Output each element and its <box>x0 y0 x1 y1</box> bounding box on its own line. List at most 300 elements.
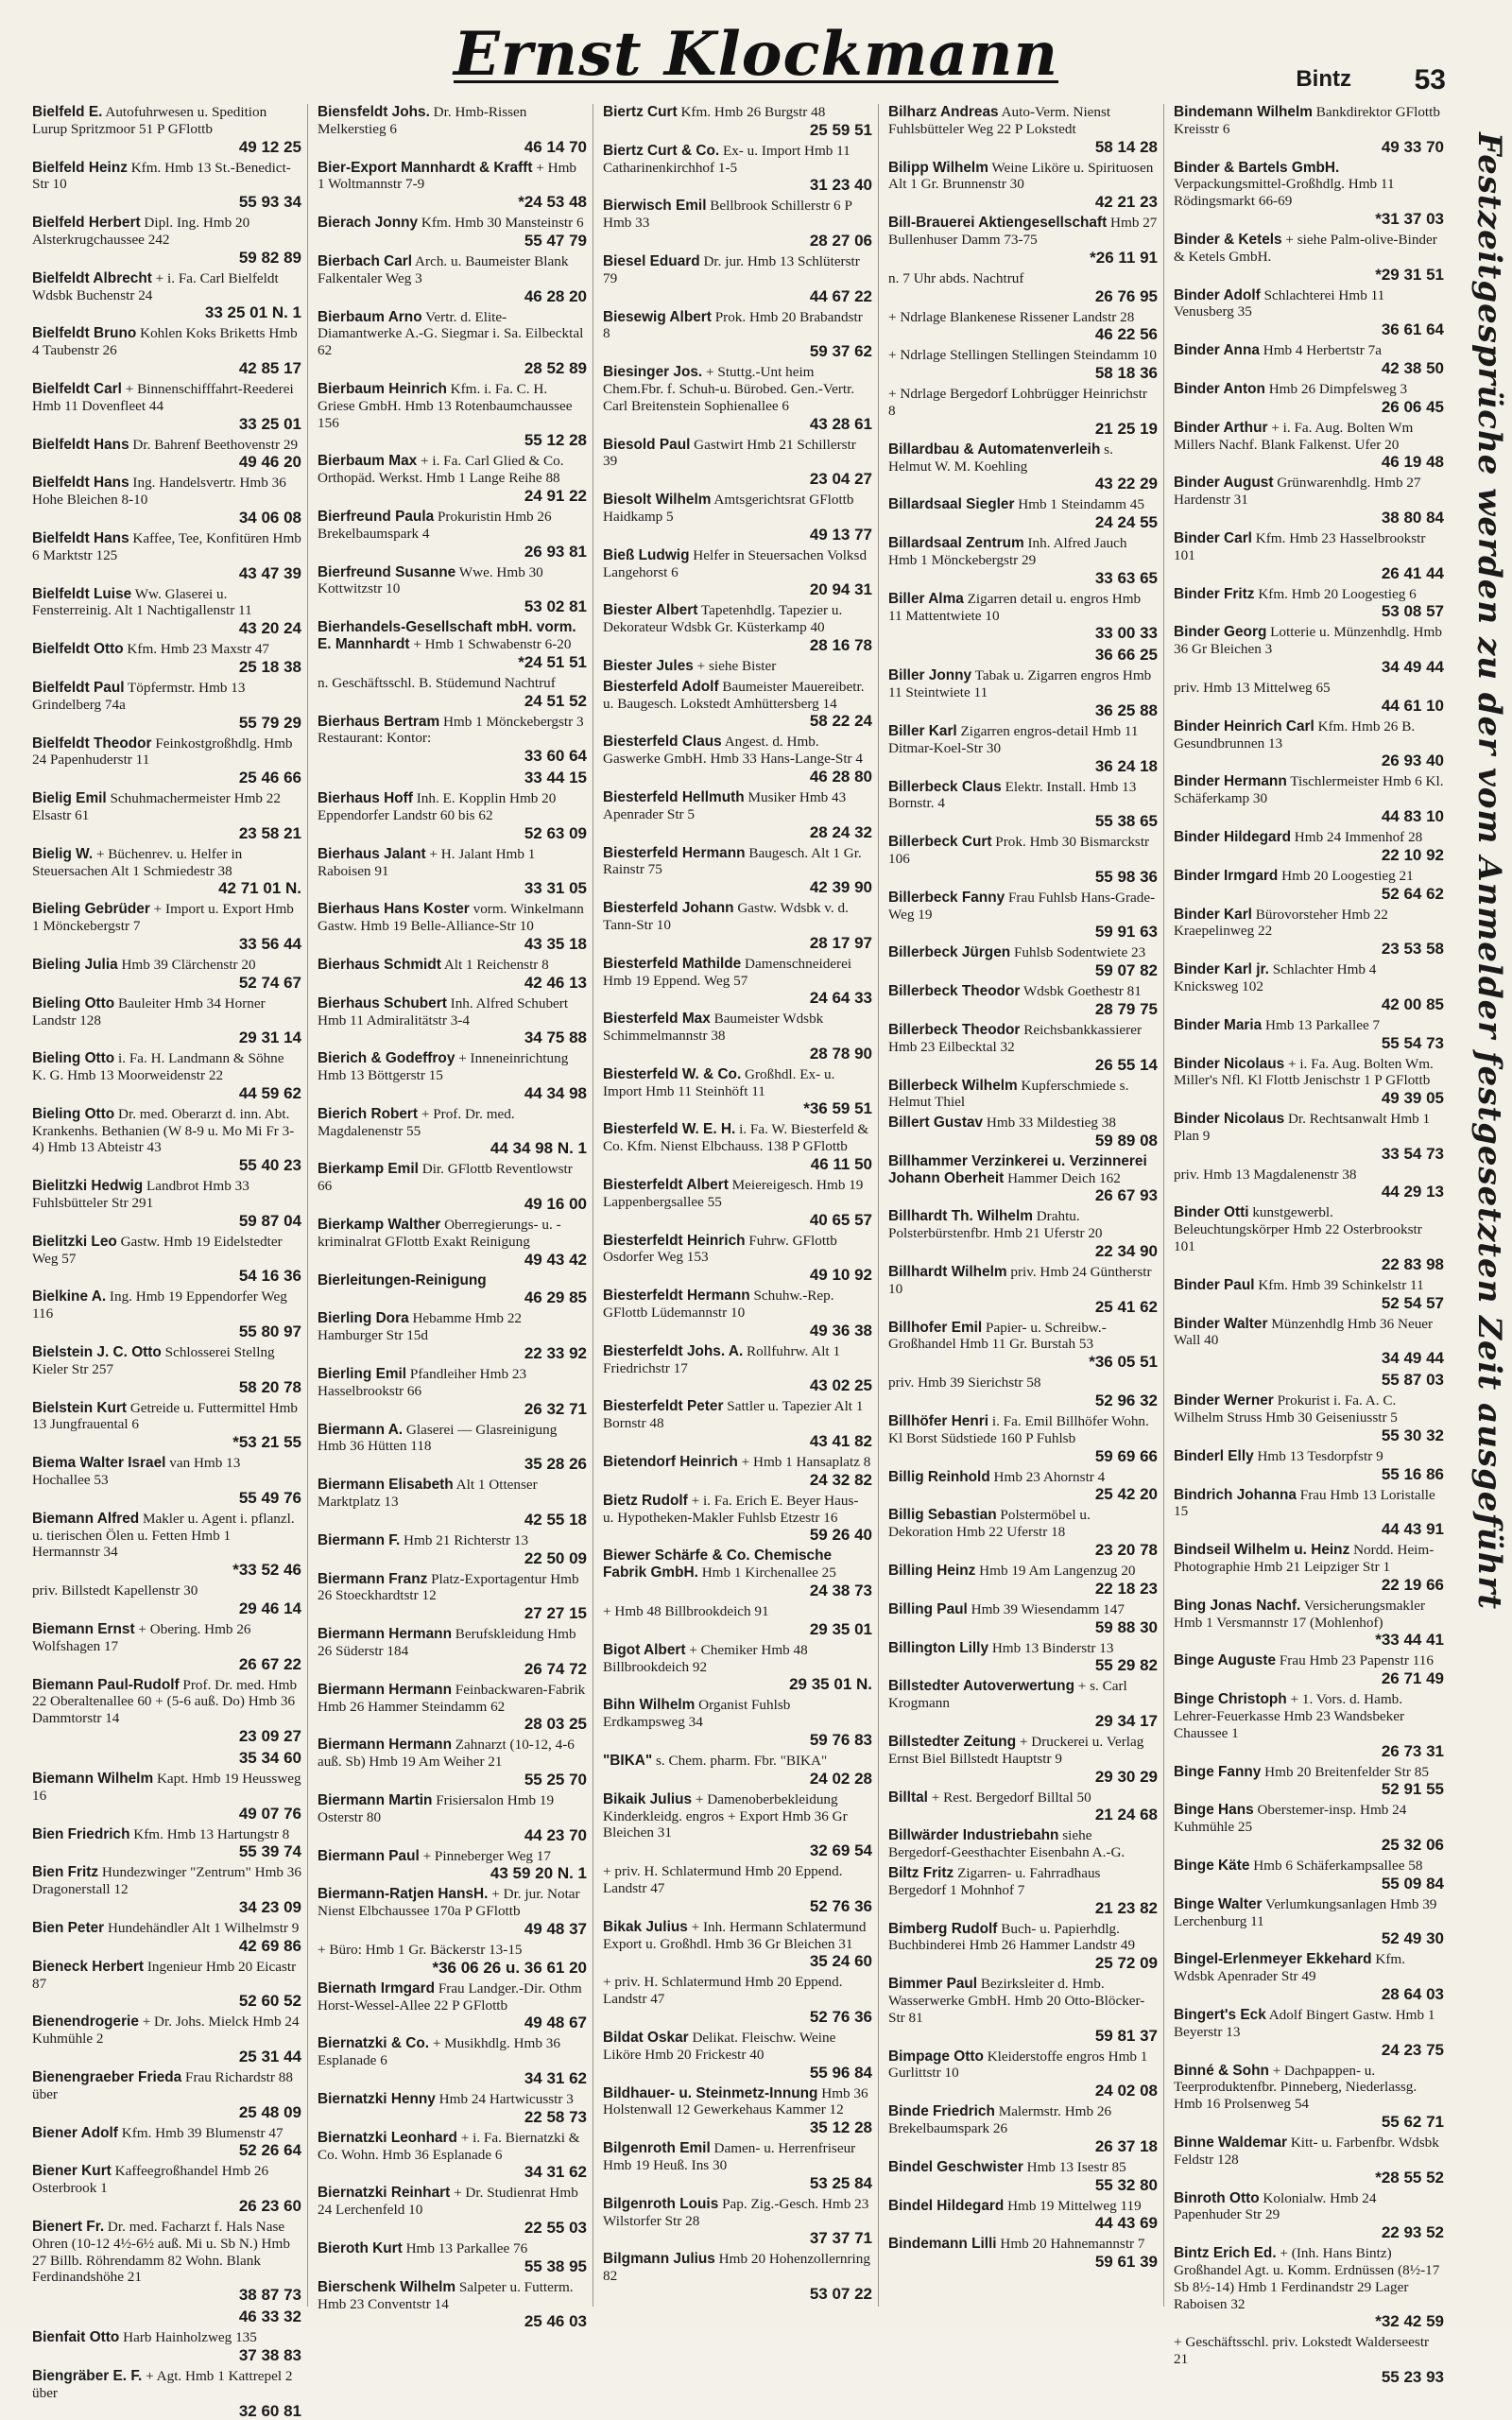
directory-entry <box>32 2069 301 2121</box>
entry-details: + (Inh. Hans Bintz) Großhandel Agt. u. Komm. Erdnüssen (8½-17 Sb 8½-14) Hmb 1 Ferdinandstr 29 Lager Raboisen 32 <box>1174 2245 1440 2312</box>
directory-entry <box>32 160 301 212</box>
entry-name: Biesterfeldt Albert <box>603 1177 729 1194</box>
entry-details: Prokuristin Hmb 26 Brekelbaumspark 4 <box>318 508 552 542</box>
entry-phone: 49 07 76 <box>238 1804 301 1823</box>
entry-phone: 55 29 82 <box>1094 1656 1158 1675</box>
directory-entry <box>888 270 1158 305</box>
entry-name: Biesterfeld Adolf <box>603 678 719 695</box>
entry-name: Biller Karl <box>888 722 957 739</box>
entry-name: Biltz Fritz <box>888 1865 954 1882</box>
entry-phone: 22 34 90 <box>1094 1242 1158 1261</box>
entry-details: Pfandleiher Hmb 23 Hasselbrookstr 66 <box>318 1366 527 1399</box>
entry-phone: 52 26 64 <box>238 2141 301 2160</box>
entry-name: Bienendrogerie <box>32 2014 139 2031</box>
entry-phone: 33 31 05 <box>524 879 587 898</box>
entry-phone: 58 14 28 <box>1094 137 1158 156</box>
directory-entry <box>1174 2007 1444 2059</box>
entry-details: Kfm. Hmb 26 B. Gesundbrunnen 13 <box>1174 717 1416 752</box>
entry-details: Wwe. Hmb 30 Kottwitzstr 10 <box>318 563 543 597</box>
entry-details: Kfm. Hmb 39 Blumenstr 47 <box>121 2124 284 2141</box>
entry-phone: 59 69 66 <box>1094 1446 1158 1465</box>
entry-name: Binne Waldemar <box>1174 2134 1288 2151</box>
entry-details: Hmb 13 Parkallee 7 <box>1265 1016 1381 1033</box>
directory-entry <box>1174 1017 1444 1052</box>
entry-details: + Inneneinrichtung Hmb 13 Böttgerstr 15 <box>318 1050 569 1084</box>
directory-entry <box>32 1050 301 1102</box>
directory-entry <box>1174 1448 1444 1483</box>
entry-phone: 46 19 48 <box>1381 453 1444 472</box>
entry-phone: 55 16 86 <box>1381 1464 1444 1483</box>
directory-entry <box>603 1863 872 1915</box>
entry-phone: 35 34 60 <box>238 1749 301 1768</box>
directory-entry <box>32 790 301 842</box>
entry-phone: 22 18 23 <box>1094 1579 1158 1598</box>
entry-phone: 29 31 14 <box>238 1028 301 1047</box>
entry-phone: 25 31 44 <box>238 2047 301 2066</box>
entry-name: Bielstein J. C. Otto <box>32 1344 162 1361</box>
entry-details: Kfm. Hmb 26 Burgstr 48 <box>680 104 826 120</box>
directory-entry <box>603 1919 872 1971</box>
entry-details: Amtsgerichtsrat GFlottb Haidkamp 5 <box>603 492 854 525</box>
entry-details: Alt 1 Ottenser Marktplatz 13 <box>318 1477 538 1511</box>
entry-details: + i. Fa. Aug. Bolten Wm Millers Nachf. Blank Falkenst. Ufer 20 <box>1174 419 1414 453</box>
entry-details: i. Fa. W. Biesterfeld & Co. Kfm. Nienst Elbchauss. 138 P GFlottb <box>603 1121 869 1155</box>
entry-name: Binder Carl <box>1174 529 1252 546</box>
entry-name: Bindemann Lilli <box>888 2236 997 2253</box>
directory-entry <box>1174 2245 1444 2330</box>
entry-name: Billing Paul <box>888 1600 968 1617</box>
entry-phone: 34 06 08 <box>238 508 301 527</box>
directory-entry <box>603 492 872 544</box>
directory-entry <box>318 1217 587 1269</box>
entry-phone: 25 46 66 <box>238 769 301 787</box>
entry-name: Bing Jonas Nachf. <box>1174 1597 1301 1614</box>
directory-entry <box>603 1642 872 1694</box>
entry-phone: 46 28 80 <box>809 767 872 786</box>
directory-entry <box>1174 1858 1444 1893</box>
directory-entry <box>32 475 301 527</box>
entry-phone: 46 11 50 <box>810 1155 872 1174</box>
directory-entry <box>1174 961 1444 1013</box>
entry-name: Biesterfeld Hermann <box>603 844 746 861</box>
entry-phone: 37 38 83 <box>238 2345 301 2364</box>
entry-details: Alt 1 Reichenstr 8 <box>443 956 549 973</box>
directory-entry <box>318 1571 587 1623</box>
entry-name: Binder Anton <box>1174 380 1265 397</box>
entry-details: Pap. Zig.-Gesch. Hmb 23 Wilstorfer Str 28 <box>603 2195 869 2229</box>
entry-phone: 29 30 29 <box>1094 1767 1158 1786</box>
entry-details: + Ndrlage Blankenese Rissener Landstr 28 <box>888 308 1135 325</box>
entry-phone: 44 83 10 <box>1381 806 1444 825</box>
entry-phone: 26 37 18 <box>1094 2136 1158 2155</box>
directory-entry <box>1174 1204 1444 1272</box>
entry-name: Bikaik Julius <box>603 1790 693 1807</box>
entry-name: Billardsaal Siegler <box>888 496 1015 513</box>
directory-entry <box>888 309 1158 344</box>
entry-details: Dr. Rechtsanwalt Hmb 1 Plan 9 <box>1174 1111 1431 1144</box>
entry-phone: *36 06 26 u. 36 61 20 <box>432 1958 587 1977</box>
directory-entry <box>318 1980 587 2032</box>
entry-phone: *24 51 51 <box>518 652 587 671</box>
directory-entry <box>603 437 872 489</box>
entry-name: Binder & Bartels GmbH. <box>1174 159 1340 176</box>
directory-entry <box>603 2030 872 2082</box>
entry-details: + Stuttg.-Unt heim Chem.Fbr. f. Schuh-u. Bürobed. Gen.-Vertr. Carl Breitenstein Sophienallee 6 <box>603 364 855 414</box>
entry-name: Bielig Emil <box>32 790 107 807</box>
directory-entry <box>603 1791 872 1859</box>
entry-name: Binge Walter <box>1174 1895 1263 1912</box>
directory-entry <box>888 1374 1158 1409</box>
entry-phone: 49 36 38 <box>809 1321 872 1340</box>
entry-details: Hmb 13 Isestr 85 <box>1026 2158 1126 2175</box>
entry-phone: 32 69 54 <box>809 1841 872 1860</box>
entry-name: Binge Käte <box>1174 1858 1250 1875</box>
entry-phone: 22 58 73 <box>524 2107 587 2126</box>
entry-details: Hmb 1 Kirchenallee 25 <box>701 1564 836 1582</box>
entry-details: Malermstr. Hmb 26 Brekelbaumspark 26 <box>888 2103 1112 2136</box>
entry-details: Adolf Bingert Gastw. Hmb 1 Beyerstr 13 <box>1174 2007 1435 2040</box>
entry-details: Dr. jur. Hmb 13 Schlüterstr 79 <box>603 252 860 286</box>
entry-details: Zigarren detail u. engros Hmb 11 Mattentwiete 10 <box>888 590 1142 624</box>
entry-name: Bielfeldt Otto <box>32 641 124 658</box>
directory-entry <box>603 1288 872 1340</box>
entry-phone: 23 53 58 <box>1381 940 1444 959</box>
entry-phone: 25 42 20 <box>1094 1485 1158 1504</box>
entry-details: + Dr. jur. Notar Nienst Elbchaussee 170a P GFlottb <box>318 1886 580 1920</box>
directory-entry <box>1174 1487 1444 1539</box>
entry-details: Ing. Hmb 19 Eppendorfer Weg 116 <box>32 1288 287 1322</box>
entry-details: Angest. d. Hmb. Gaswerke GmbH. Hmb 33 Hans-Lange-Str 4 <box>603 734 863 768</box>
entry-phone: *36 59 51 <box>803 1099 872 1118</box>
entry-phone: 27 27 15 <box>524 1604 587 1623</box>
entry-phone: 46 28 20 <box>524 286 587 305</box>
entry-phone: *26 11 91 <box>1090 248 1158 267</box>
entry-phone: 20 94 31 <box>809 580 872 599</box>
column-3 <box>603 104 879 2307</box>
entry-name: Bierhaus Hoff <box>318 790 413 807</box>
directory-entry <box>318 453 587 505</box>
entry-details: + i. Fa. Carl Glied & Co. Orthopäd. Werkst. Hmb 1 Lange Reihe 88 <box>318 453 564 487</box>
directory-entry <box>1174 586 1444 621</box>
directory-entry <box>603 1066 872 1118</box>
directory-entry <box>318 619 587 671</box>
directory-entry <box>1174 624 1444 676</box>
entry-name: Binroth Otto <box>1174 2189 1260 2206</box>
entry-details: Hmb 13 Binderstr 13 <box>991 1639 1114 1656</box>
entry-details: Kfm. Hmb 20 Loogestieg 6 <box>1258 585 1417 602</box>
entry-phone: *36 05 51 <box>1089 1353 1158 1372</box>
entry-phone: 28 16 78 <box>809 635 872 654</box>
entry-phone: 28 64 03 <box>1381 1985 1444 2003</box>
entry-phone: 26 93 81 <box>524 542 587 561</box>
entry-name: Binder Fritz <box>1174 585 1255 602</box>
entry-details: Kfm. Hmb 13 Hartungstr 8 <box>133 1825 290 1842</box>
entry-phone: 44 67 22 <box>809 286 872 305</box>
entry-phone: 23 04 27 <box>809 470 872 489</box>
directory-entry <box>32 957 301 992</box>
directory-entry <box>318 309 587 377</box>
entry-details: Kaffeegroßhandel Hmb 26 Osterbrook 1 <box>32 2163 269 2197</box>
directory-entry <box>603 1011 872 1063</box>
directory-entry <box>888 834 1158 886</box>
entry-details: + siehe Bister <box>696 657 777 674</box>
directory-entry <box>1174 2063 1444 2131</box>
entry-details: Meiereigesch. Hmb 19 Lappenbergsallee 55 <box>603 1177 864 1210</box>
entry-details: + Agt. Hmb 1 Kattrepel 2 über <box>32 2367 293 2401</box>
entry-name: Biesterfeld Johann <box>603 900 734 917</box>
entry-phone: 34 49 44 <box>1381 1349 1444 1368</box>
side-slogan <box>1470 132 1508 2307</box>
entry-details: Schlosserei Stellng Kieler Str 257 <box>32 1344 275 1377</box>
entry-name: Biertz Curt & Co. <box>603 142 720 159</box>
entry-name: Billing Heinz <box>888 1563 976 1580</box>
directory-entry <box>603 1121 872 1173</box>
entry-name: Bielfeldt Hans <box>32 529 129 546</box>
entry-phone: 44 59 62 <box>238 1083 301 1102</box>
entry-phone: 52 54 57 <box>1381 1293 1444 1312</box>
entry-phone: 49 48 67 <box>524 2014 587 2032</box>
directory-entry <box>888 646 1158 664</box>
entry-phone: 58 20 78 <box>238 1377 301 1396</box>
entry-phone: 55 09 84 <box>1381 1874 1444 1893</box>
entry-phone: 55 93 34 <box>238 193 301 212</box>
entry-phone: 33 00 33 <box>1094 624 1158 643</box>
directory-entry <box>32 1106 301 1174</box>
entry-phone: 44 29 13 <box>1381 1183 1444 1201</box>
entry-details: Wdsbk Goethestr 81 <box>1022 983 1142 1000</box>
entry-phone: 49 33 70 <box>1381 137 1444 156</box>
entry-phone: 38 80 84 <box>1381 508 1444 527</box>
entry-phone: 42 69 86 <box>238 1936 301 1955</box>
entry-details: Frau Richardstr 88 über <box>32 2068 293 2102</box>
directory-entry <box>1174 718 1444 770</box>
directory-entry <box>603 1493 872 1545</box>
entry-name: Bilipp Wilhelm <box>888 159 988 176</box>
entry-phone: *33 44 41 <box>1375 1631 1444 1650</box>
directory-entry <box>1174 2334 1444 2386</box>
entry-details: Polstermöbel u. Dekoration Hmb 22 Uferstr 18 <box>888 1507 1091 1541</box>
entry-name: Biesterfeld Hellmuth <box>603 788 745 805</box>
entry-details: + s. Carl Krogmann <box>888 1678 1127 1712</box>
entry-phone: *33 52 46 <box>232 1561 301 1580</box>
entry-details: Bezirksleiter d. Hmb. Wasserwerke GmbH. Hmb 20 Otto-Blöcker-Str 81 <box>888 1976 1145 2026</box>
entry-phone: 43 22 29 <box>1094 475 1158 493</box>
entry-phone: 22 55 03 <box>524 2218 587 2237</box>
page-header <box>28 9 1484 95</box>
entry-details: Hebamme Hmb 22 Hamburger Str 15d <box>318 1310 523 1344</box>
entry-details: priv. Hmb 13 Magdalenenstr 38 <box>1174 1166 1357 1183</box>
entry-name: Bielitzki Hedwig <box>32 1178 144 1195</box>
entry-name: Binderl Elly <box>1174 1447 1254 1464</box>
directory-entry <box>603 1974 872 2026</box>
entry-name: Bielitzki Leo <box>32 1233 117 1250</box>
entry-phone: 26 67 22 <box>238 1654 301 1673</box>
entry-name: Biermann Hermann <box>318 1681 452 1698</box>
entry-details: + Chemiker Hmb 48 Billbrookdeich 92 <box>603 1641 808 1675</box>
entry-phone: 52 49 30 <box>1381 1929 1444 1948</box>
directory-entry <box>1174 1371 1444 1389</box>
entry-details: Bauleiter Hmb 34 Horner Landstr 128 <box>32 994 266 1028</box>
entry-phone: 55 80 97 <box>238 1322 301 1341</box>
entry-details: Inh. E. Kopplin Hmb 20 Eppendorfer Landstr 60 bis 62 <box>318 790 557 823</box>
entry-name: Bierhaus Schmidt <box>318 956 441 973</box>
entry-phone: 24 32 82 <box>809 1470 872 1489</box>
directory-entry <box>318 1106 587 1158</box>
entry-name: Bierfreund Susanne <box>318 563 456 580</box>
entry-phone: 42 46 13 <box>524 973 587 992</box>
entry-name: Bielfeldt Luise <box>32 585 132 602</box>
entry-phone: 49 16 00 <box>524 1195 587 1214</box>
entry-phone: 33 60 64 <box>524 747 587 766</box>
entry-details: Elektr. Install. Hmb 13 Bornstr. 4 <box>888 778 1137 812</box>
entry-phone: 44 34 98 N. 1 <box>490 1139 587 1158</box>
directory-entry <box>32 1621 301 1673</box>
entry-phone: 55 54 73 <box>1381 1033 1444 1052</box>
entry-phone: 24 51 52 <box>524 691 587 710</box>
directory-entry <box>603 1398 872 1450</box>
directory-entry <box>318 160 587 212</box>
directory-entry <box>888 1022 1158 1074</box>
entry-details: Oberregierungs- u. -kriminalrat GFlottb Exakt Reinigung <box>318 1217 561 1250</box>
directory-entry <box>1174 530 1444 582</box>
entry-details: + Damenoberbekleidung Kinderkleidg. engros + Export Hmb 36 Gr Bleichen 31 <box>603 1790 848 1841</box>
entry-phone: 55 25 70 <box>524 1771 587 1789</box>
entry-name: Billhardt Wilhelm <box>888 1264 1007 1281</box>
entry-name: Biermann Elisabeth <box>318 1477 454 1494</box>
directory-entry <box>32 530 301 582</box>
directory-entry <box>888 1320 1158 1372</box>
entry-details: + Druckerei u. Verlag Ernst Biel Billstedt Hauptstr 9 <box>888 1734 1144 1767</box>
entry-name: Biesold Paul <box>603 436 691 453</box>
entry-details: Hmb 23 Ahornstr 4 <box>993 1468 1106 1485</box>
directory-entry <box>603 789 872 841</box>
entry-name: Binder Heinrich Carl <box>1174 717 1314 735</box>
entry-details: Prok. Hmb 20 Brabandstr 8 <box>603 308 863 342</box>
directory-entry <box>318 564 587 616</box>
entry-details: + Dr. Johs. Mielck Hmb 24 Kuhmühle 2 <box>32 2014 300 2048</box>
directory-entry <box>318 1942 587 1977</box>
directory-entry <box>888 215 1158 267</box>
entry-details: + Binnenschifffahrt-Reederei Hmb 11 Dovenfleet 44 <box>32 380 294 414</box>
entry-name: Biesterfeldt Heinrich <box>603 1232 746 1249</box>
directory-entry <box>32 1864 301 1916</box>
entry-phone: 59 91 63 <box>1094 923 1158 942</box>
directory-entry <box>318 2240 587 2275</box>
entry-name: Billerbeck Claus <box>888 778 1002 795</box>
entry-phone: 55 96 84 <box>809 2063 872 2082</box>
entry-details: Nordd. Heim-Photographie Hmb 21 Leipziger Str 1 <box>1174 1542 1435 1576</box>
entry-phone: 28 24 32 <box>809 822 872 841</box>
entry-details: Kapt. Hmb 19 Heussweg 16 <box>32 1771 301 1804</box>
entry-phone: 42 00 85 <box>1381 994 1444 1013</box>
entry-details: Hmb 27 Bullenhuser Damm 73-75 <box>888 215 1158 248</box>
directory-entry <box>318 1848 587 1883</box>
entry-name: Billhammer Verzinkerei u. Verzinnerei Johann Oberheit <box>888 1152 1147 1186</box>
directory-entry <box>888 1115 1158 1150</box>
entry-name: Bierling Dora <box>318 1310 409 1327</box>
entry-phone: 33 56 44 <box>238 934 301 953</box>
entry-name: Biermann Hermann <box>318 1737 452 1754</box>
directory-entry <box>32 1959 301 2011</box>
directory-entry <box>603 1697 872 1749</box>
entry-name: Binder Walter <box>1174 1315 1268 1332</box>
entry-name: Bielstein Kurt <box>32 1399 128 1416</box>
directory-entry <box>1174 232 1444 284</box>
entry-name: Binder Werner <box>1174 1392 1274 1409</box>
entry-details: Hmb 26 Dimpfelsweg 3 <box>1268 380 1408 397</box>
entry-name: Biester Albert <box>603 602 698 619</box>
entry-phone: 34 49 44 <box>1381 657 1444 676</box>
entry-details: + Geschäftsschl. priv. Lokstedt Walderseestr 21 <box>1174 2334 1430 2368</box>
entry-name: Bierach Jonny <box>318 215 419 232</box>
entry-phone: 42 39 90 <box>809 878 872 897</box>
entry-details: Gastw. Hmb 19 Eidelstedter Weg 57 <box>32 1233 283 1267</box>
entry-details: + Inh. Hermann Schlatermund Export u. Großhdl. Hmb 36 Gr Bleichen 31 <box>603 1918 867 1952</box>
entry-details: Bürovorsteher Hmb 22 Kraepelinweg 22 <box>1174 906 1388 940</box>
directory-entry <box>32 680 301 732</box>
entry-phone: 42 21 23 <box>1094 193 1158 212</box>
entry-phone: 33 25 01 N. 1 <box>204 303 301 322</box>
entry-name: Bikak Julius <box>603 1918 688 1935</box>
entry-phone: 59 82 89 <box>238 248 301 267</box>
directory-entry <box>603 1233 872 1285</box>
entry-name: Biesterfeldt Peter <box>603 1398 724 1415</box>
entry-phone: 26 74 72 <box>524 1659 587 1678</box>
entry-details: Versicherungsmakler Hmb 1 Versmannstr 17 (Mohlenhof) <box>1174 1597 1425 1631</box>
directory-entry <box>32 215 301 267</box>
entry-phone: 55 79 29 <box>238 713 301 732</box>
directory-entry <box>32 1234 301 1286</box>
entry-phone: 58 22 24 <box>809 712 872 731</box>
entry-name: Binder Paul <box>1174 1276 1255 1293</box>
entry-phone: 26 67 93 <box>1094 1186 1158 1205</box>
entry-name: Bieneck Herbert <box>32 1958 145 1975</box>
entry-phone: *32 42 59 <box>1375 2312 1444 2331</box>
entry-details: priv. Billstedt Kapellenstr 30 <box>32 1582 198 1599</box>
entry-phone: 43 35 18 <box>524 934 587 953</box>
directory-entry <box>318 1682 587 1734</box>
entry-name: Bierwisch Emil <box>603 198 707 215</box>
entry-details: vorm. Winkelmann Gastw. Hmb 19 Belle-Alliance-Str 10 <box>318 901 584 935</box>
entry-name: Binder & Ketels <box>1174 231 1282 248</box>
entry-details: Hmb 24 Hartwicusstr 3 <box>438 2090 574 2107</box>
entry-phone: 59 07 82 <box>1094 961 1158 980</box>
entry-name: Bierkamp Emil <box>318 1161 419 1178</box>
directory-entry <box>888 441 1158 493</box>
entry-phone: 26 23 60 <box>238 2196 301 2215</box>
entry-name: Bienert Fr. <box>32 2218 105 2235</box>
entry-phone: 25 46 03 <box>524 2312 587 2331</box>
entry-phone: 23 09 27 <box>238 1727 301 1746</box>
entry-name: Bilharz Andreas <box>888 104 999 120</box>
entry-details: Frau Hmb 23 Papenstr 116 <box>1279 1652 1434 1669</box>
directory-entry <box>318 509 587 561</box>
entry-name: Bindel Geschwister <box>888 2158 1023 2175</box>
entry-phone: 49 13 77 <box>809 525 872 544</box>
entry-name: Biermann Paul <box>318 1847 420 1864</box>
directory-entry <box>1174 1951 1444 2003</box>
entry-name: Bieling Otto <box>32 1050 115 1067</box>
directory-entry <box>888 1789 1158 1824</box>
entry-phone: 34 31 62 <box>524 2163 587 2182</box>
directory-entry <box>603 845 872 897</box>
entry-details: + Rest. Bergedorf Billtal 50 <box>931 1789 1091 1806</box>
entry-name: Bierleitungen-Reinigung <box>318 1271 487 1288</box>
directory-entry <box>888 386 1158 438</box>
entry-name: Biernatzki Leonhard <box>318 2129 457 2146</box>
entry-name: Biesterfeld W. E. H. <box>603 1121 736 1138</box>
entry-details: Kfm. i. Fa. C. H. Griese GmbH. Hmb 13 Rotenbaumchaussee 156 <box>318 380 573 431</box>
